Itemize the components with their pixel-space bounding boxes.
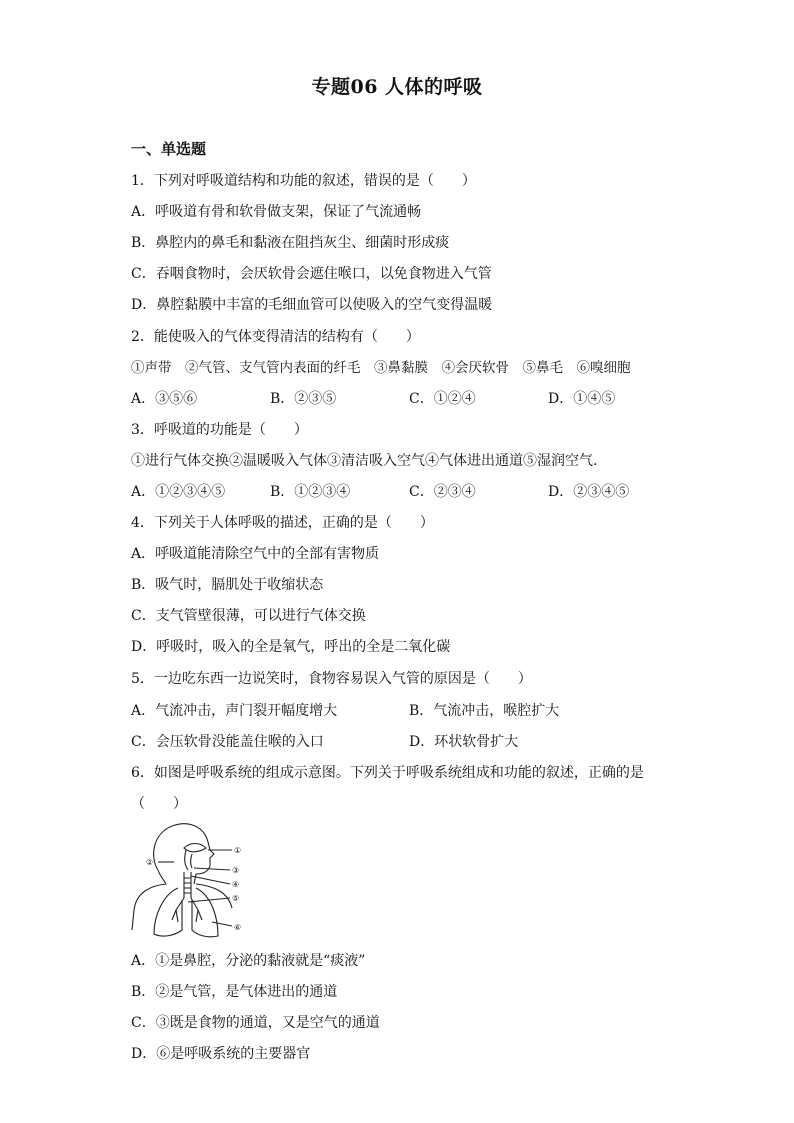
question-4-option-c: C．支气管壁很薄，可以进行气体交换 xyxy=(131,608,366,624)
question-1-stem: 1．下列对呼吸道结构和功能的叙述，错误的是（ ） xyxy=(131,173,476,189)
question-6-option-a: A．①是鼻腔，分泌的黏液就是“痰液” xyxy=(131,953,366,969)
question-2-option-b: B．②③⑤ xyxy=(270,391,337,407)
pharynx xyxy=(185,850,188,870)
question-3-option-c: C．②③④ xyxy=(409,484,476,500)
question-3-stem: 3．呼吸道的功能是（ ） xyxy=(131,422,308,438)
diagram-label-3: ③ xyxy=(232,866,240,875)
right-lung xyxy=(192,888,218,937)
question-3-items: ①进行气体交换②温暖吸入气体③清洁吸入空气④气体进出通道⑤湿润空气. xyxy=(131,453,598,469)
question-5-option-a: A．气流冲击，声门裂开幅度增大 xyxy=(131,703,338,719)
question-6-option-c: C．③既是食物的通道，又是空气的通道 xyxy=(131,1015,380,1031)
question-2-stem: 2．能使吸入的气体变得清洁的结构有（ ） xyxy=(131,329,420,345)
diagram-label-6: ⑥ xyxy=(234,923,242,932)
question-5-option-d: D．环状软骨扩大 xyxy=(409,734,519,750)
question-6-stem: 6．如图是呼吸系统的组成示意图。下列关于呼吸系统组成和功能的叙述，正确的是 xyxy=(131,765,644,781)
diagram-label-2: ② xyxy=(146,858,154,867)
question-1-option-c: C．吞咽食物时，会厌软骨会遮住喉口，以免食物进入气管 xyxy=(131,266,492,282)
body-outline xyxy=(132,884,166,930)
question-5-option-c: C．会压软骨没能盖住喉的入口 xyxy=(131,734,324,750)
question-2-items: ①声带 ②气管、支气管内表面的纤毛 ③鼻黏膜 ④会厌软骨 ⑤鼻毛 ⑥嗅细胞 xyxy=(131,360,631,376)
respiratory-system-svg xyxy=(128,818,248,944)
diagram-label-5: ⑤ xyxy=(232,894,240,903)
question-2-option-c: C．①②④ xyxy=(409,391,476,407)
diagram-label-4: ④ xyxy=(232,880,240,889)
question-1-option-b: B．鼻腔内的鼻毛和黏液在阻挡灰尘、细菌时形成痰 xyxy=(131,235,450,251)
question-4-option-d: D．呼吸时，吸入的全是氧气，呼出的全是二氧化碳 xyxy=(131,639,451,655)
question-6-stem-continued: （ ） xyxy=(131,796,187,812)
question-4-option-a: A．呼吸道能清除空气中的全部有害物质 xyxy=(131,546,380,562)
question-4-stem: 4．下列关于人体呼吸的描述，正确的是（ ） xyxy=(131,515,434,531)
question-2-option-d: D．①④⑤ xyxy=(548,391,616,407)
respiratory-system-diagram xyxy=(128,818,248,944)
diagram-label-1: ① xyxy=(234,846,242,855)
question-6-option-d: D．⑥是呼吸系统的主要器官 xyxy=(131,1046,311,1062)
page-title: 专题06 人体的呼吸 xyxy=(311,76,483,98)
question-6-option-b: B．②是气管，是气体进出的通道 xyxy=(131,984,338,1000)
nasal-cavity xyxy=(184,844,206,852)
question-3-option-a: A．①②③④⑤ xyxy=(131,484,226,500)
question-2-option-a: A．③⑤⑥ xyxy=(131,391,198,407)
question-3-option-d: D．②③④⑤ xyxy=(548,484,630,500)
question-4-option-b: B．吸气时，膈肌处于收缩状态 xyxy=(131,577,324,593)
left-lung xyxy=(154,888,182,936)
question-1-option-a: A．呼吸道有骨和软骨做支架，保证了气流通畅 xyxy=(131,204,422,220)
section-heading: 一、单选题 xyxy=(131,140,207,158)
question-5-stem: 5．一边吃东西一边说笑时，食物容易误入气管的原因是（ ） xyxy=(131,671,532,687)
question-1-option-d: D．鼻腔黏膜中丰富的毛细血管可以使吸入的空气变得温暖 xyxy=(131,297,493,313)
question-5-option-b: B．气流冲击，喉腔扩大 xyxy=(409,703,560,719)
trachea xyxy=(184,872,191,898)
neck-outline xyxy=(158,870,166,884)
question-3-option-b: B．①②③④ xyxy=(270,484,351,500)
